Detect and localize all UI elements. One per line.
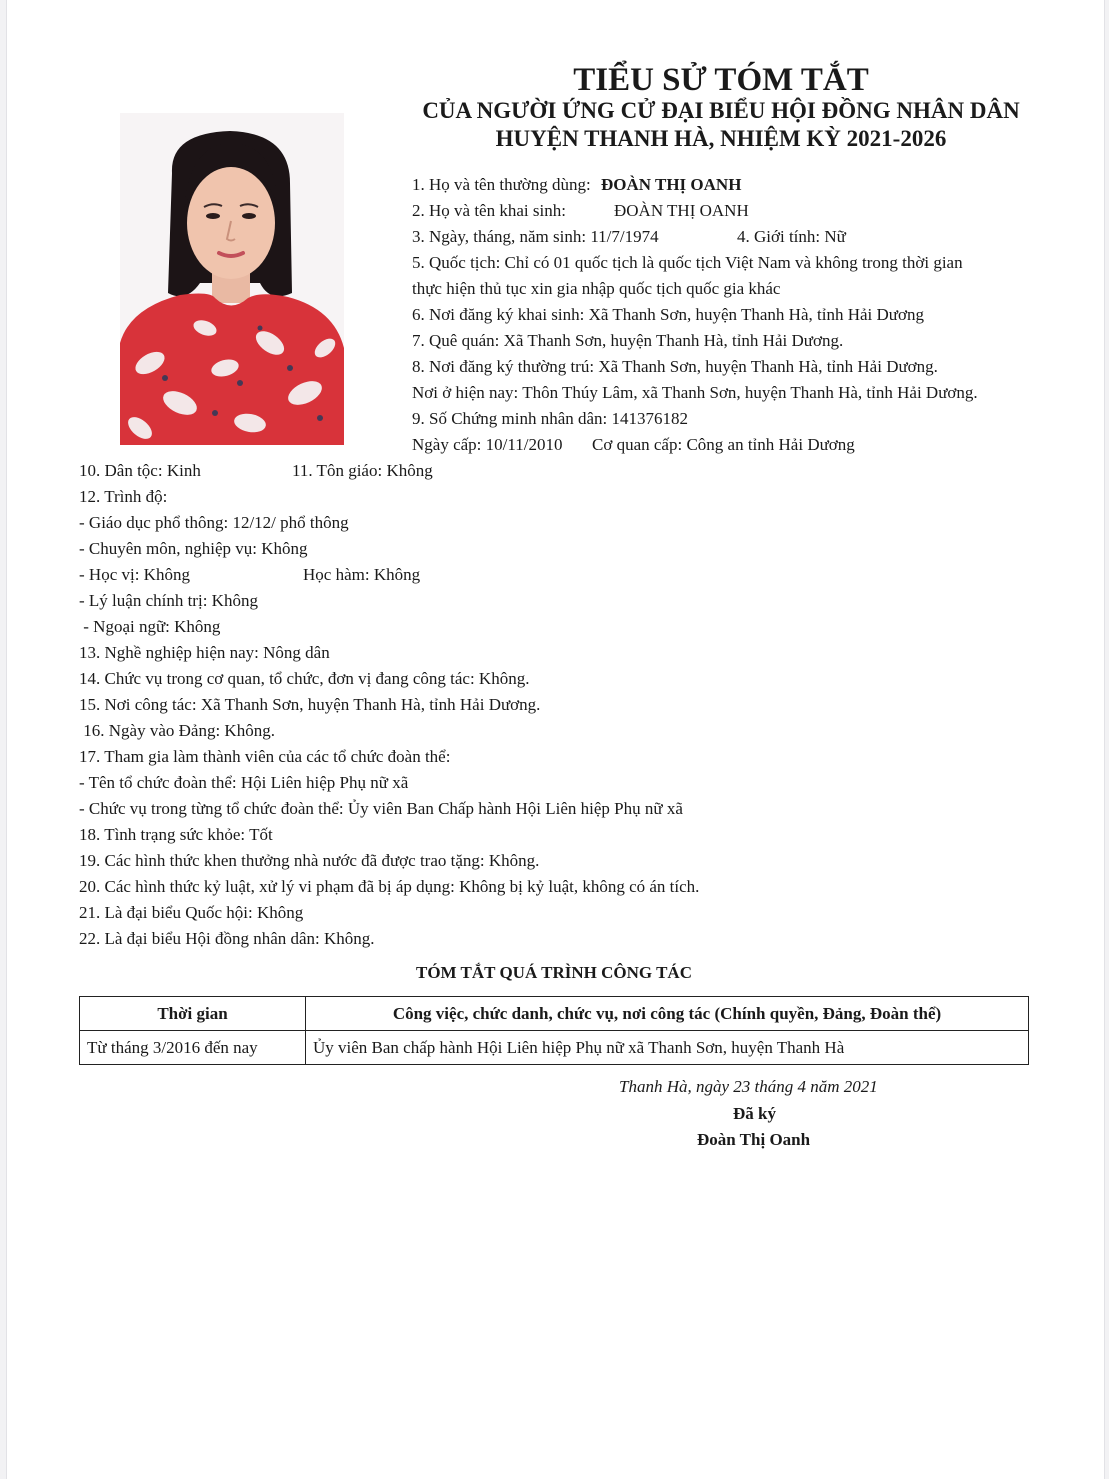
- field-workplace: 15. Nơi công tác: Xã Thanh Sơn, huyện Thanh Hà, tỉnh Hải Dương.: [79, 695, 541, 714]
- field-common-name: [412, 172, 741, 198]
- field-gender: 4. Giới tính: Nữ: [737, 227, 846, 246]
- field-occupation: 13. Nghề nghiệp hiện nay: Nông dân: [79, 643, 330, 662]
- document-page: [6, 0, 1105, 1479]
- field-permanent-residence: 8. Nơi đăng ký thường trú: Xã Thanh Sơn, huyện Thanh Hà, tỉnh Hải Dương.: [412, 357, 938, 376]
- table-cell-position: Ủy viên Ban chấp hành Hội Liên hiệp Phụ nữ xã Thanh Sơn, huyện Thanh Hà: [306, 1031, 1029, 1065]
- portrait-photo: [120, 113, 344, 445]
- field-professional: - Chuyên môn, nghiệp vụ: Không: [79, 539, 308, 558]
- document-subtitle-2: HUYỆN THANH HÀ, NHIỆM KỲ 2021-2026: [495, 126, 947, 151]
- field-birth-name-label: 2. Họ và tên khai sinh:: [412, 201, 566, 220]
- field-ethnicity: 10. Dân tộc: Kinh: [79, 461, 201, 480]
- field-religion: 11. Tôn giáo: Không: [292, 461, 433, 480]
- field-academic-title: Học hàm: Không: [303, 565, 421, 584]
- education-heading: 12. Trình độ:: [79, 487, 168, 506]
- document-subtitle-1: CỦA NGƯỜI ỨNG CỬ ĐẠI BIỂU HỘI ĐỒNG NHÂN DÂN: [422, 98, 1020, 123]
- table-row: [80, 1031, 1029, 1065]
- field-id-number: 9. Số Chứng minh nhân dân: 141376182: [412, 409, 689, 428]
- signature-signed: Đã ký: [733, 1104, 776, 1123]
- field-political-theory: - Lý luận chính trị: Không: [79, 591, 258, 610]
- field-nationality-line-1: 5. Quốc tịch: Chỉ có 01 quốc tịch là quốc tịch Việt Nam và không trong thời gian: [412, 253, 963, 272]
- table-cell-time: Từ tháng 3/2016 đến nay: [80, 1031, 306, 1065]
- field-birth-name: [412, 198, 749, 224]
- field-birth-name-value: ĐOÀN THỊ OANH: [614, 201, 749, 220]
- field-nationality-line-2: thực hiện thủ tục xin gia nhập quốc tịch quốc gia khác: [412, 279, 781, 298]
- field-health: 18. Tình trạng sức khỏe: Tốt: [79, 825, 273, 844]
- field-id-issue-date: Ngày cấp: 10/11/2010: [412, 435, 563, 454]
- portrait-illustration: [120, 113, 344, 445]
- organizations-heading: 17. Tham gia làm thành viên của các tổ chức đoàn thể:: [79, 747, 451, 766]
- field-organization-name: - Tên tổ chức đoàn thể: Hội Liên hiệp Phụ nữ xã: [79, 773, 409, 792]
- document-title: TIỂU SỬ TÓM TẮT: [573, 62, 869, 98]
- column-header-position: Công việc, chức danh, chức vụ, nơi công tác (Chính quyền, Đảng, Đoàn thể): [306, 997, 1029, 1031]
- field-birth-place: 6. Nơi đăng ký khai sinh: Xã Thanh Sơn, huyện Thanh Hà, tỉnh Hải Dương: [412, 305, 924, 324]
- field-common-name-value: ĐOÀN THỊ OANH: [601, 175, 742, 194]
- signature-place-date: Thanh Hà, ngày 23 tháng 4 năm 2021: [619, 1077, 878, 1096]
- column-header-time: Thời gian: [80, 997, 306, 1031]
- field-current-residence: Nơi ở hiện nay: Thôn Thúy Lâm, xã Thanh Sơn, huyện Thanh Hà, tỉnh Hải Dương.: [412, 383, 978, 402]
- field-id-issuer: Cơ quan cấp: Công an tỉnh Hải Dương: [592, 435, 855, 454]
- field-organization-role: - Chức vụ trong từng tổ chức đoàn thể: Ủy viên Ban Chấp hành Hội Liên hiệp Phụ nữ xã: [79, 799, 683, 818]
- work-history-table: [79, 996, 1029, 1065]
- table-header-row: [80, 997, 1029, 1031]
- work-history-title: TÓM TẮT QUÁ TRÌNH CÔNG TÁC: [416, 963, 692, 982]
- field-national-assembly: 21. Là đại biểu Quốc hội: Không: [79, 903, 304, 922]
- field-peoples-council: 22. Là đại biểu Hội đồng nhân dân: Không.: [79, 929, 375, 948]
- field-general-education: - Giáo dục phổ thông: 12/12/ phổ thông: [79, 513, 349, 532]
- field-hometown: 7. Quê quán: Xã Thanh Sơn, huyện Thanh Hà, tỉnh Hải Dương.: [412, 331, 844, 350]
- field-common-name-label: 1. Họ và tên thường dùng:: [412, 175, 591, 194]
- signature-name: Đoàn Thị Oanh: [697, 1130, 811, 1149]
- field-discipline: 20. Các hình thức kỷ luật, xử lý vi phạm đã bị áp dụng: Không bị kỷ luật, không có án tích.: [79, 877, 700, 896]
- field-dob: 3. Ngày, tháng, năm sinh: 11/7/1974: [412, 227, 659, 246]
- field-foreign-language: - Ngoại ngữ: Không: [79, 617, 221, 636]
- field-degree: - Học vị: Không: [79, 565, 190, 584]
- field-position: 14. Chức vụ trong cơ quan, tổ chức, đơn vị đang công tác: Không.: [79, 669, 530, 688]
- field-party-join-date: 16. Ngày vào Đảng: Không.: [79, 721, 275, 740]
- field-awards: 19. Các hình thức khen thưởng nhà nước đã được trao tặng: Không.: [79, 851, 540, 870]
